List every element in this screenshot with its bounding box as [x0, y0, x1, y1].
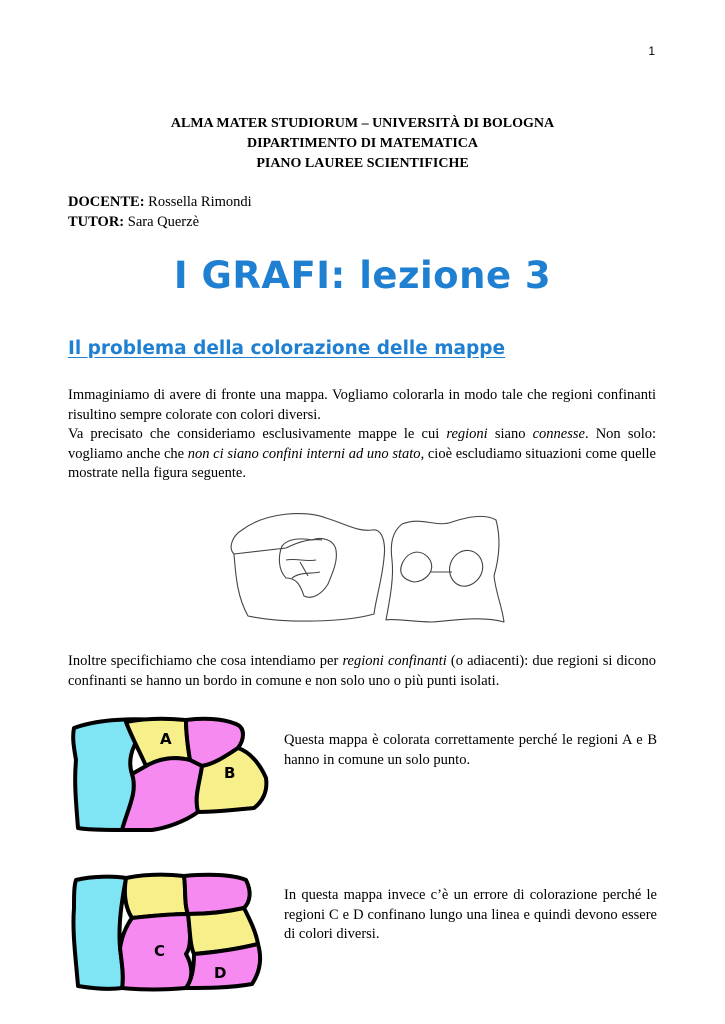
intro-text-b3: . Non solo: vogliamo anche che — [68, 426, 657, 462]
map1-label-a: A — [160, 730, 172, 748]
docente-name: Rossella Rimondi — [148, 194, 252, 210]
page-title: I GRAFI: lezione 3 — [173, 254, 552, 297]
intro-paragraph — [68, 386, 656, 484]
map1-caption: Questa mappa è colorata correttamente perché le regioni A e B hanno in comune un solo punto. — [284, 732, 657, 768]
docente-line — [68, 192, 252, 212]
docente-label: DOCENTE: — [68, 194, 145, 210]
header-university: ALMA MATER STUDIORUM – UNIVERSITÀ DI BOLOGNA — [170, 116, 555, 131]
adjacency-text-b: (o adiacenti): due regioni si dicono confinanti se hanno un bordo in comune e non solo uno o più punti isolati. — [68, 653, 656, 689]
adjacency-text-a: Inoltre specifichiamo che cosa intendiamo per — [68, 653, 343, 669]
intro-text-a: Immaginiamo di avere di fronte una mappa. Vogliamo colorarla in modo tale che regioni confinanti risultino sempre colorate con colori diversi. — [68, 387, 656, 423]
map2-label-c: C — [154, 942, 166, 960]
intro-em-regioni: regioni — [446, 426, 488, 442]
intro-text-b1: Va precisato che consideriamo esclusivamente mappe le cui — [68, 426, 447, 442]
tutor-name: Sara Querzè — [127, 214, 200, 230]
map-wrong-coloring — [66, 868, 272, 998]
intro-text-b2: siano — [487, 426, 533, 442]
tutor-label: TUTOR: — [68, 214, 125, 230]
intro-text-b4: , cioè escludiamo situazioni come quelle mostrate nella figura seguente. — [68, 445, 656, 481]
intro-em-confini: non ci siano confini interni ad uno stato — [187, 445, 421, 462]
page-number: 1 — [648, 44, 655, 58]
tutor-line — [68, 212, 252, 232]
staff-block — [68, 192, 252, 232]
adjacency-paragraph — [68, 652, 656, 691]
adjacency-em: regioni confinanti — [342, 653, 447, 669]
invalid-maps-figure — [226, 502, 516, 632]
map2-region-yellow-top — [125, 875, 188, 918]
institution-header — [0, 114, 725, 174]
map2-region-cyan — [73, 877, 126, 989]
intro-em-connesse: connesse — [532, 426, 585, 442]
map1-region-magenta-bottom — [122, 758, 202, 830]
map2-caption: In questa mappa invece c’è un errore di colorazione perché le regioni C e D confinano lungo una linea e quindi devono essere di colori diversi. — [284, 887, 657, 942]
section-heading: Il problema della colorazione delle mappe — [68, 338, 506, 359]
map1-label-b: B — [224, 764, 236, 782]
map-correct-coloring — [66, 712, 272, 840]
header-department: DIPARTIMENTO DI MATEMATICA — [246, 136, 479, 151]
header-program: PIANO LAUREE SCIENTIFICHE — [256, 156, 469, 171]
map2-label-d: D — [214, 964, 227, 982]
